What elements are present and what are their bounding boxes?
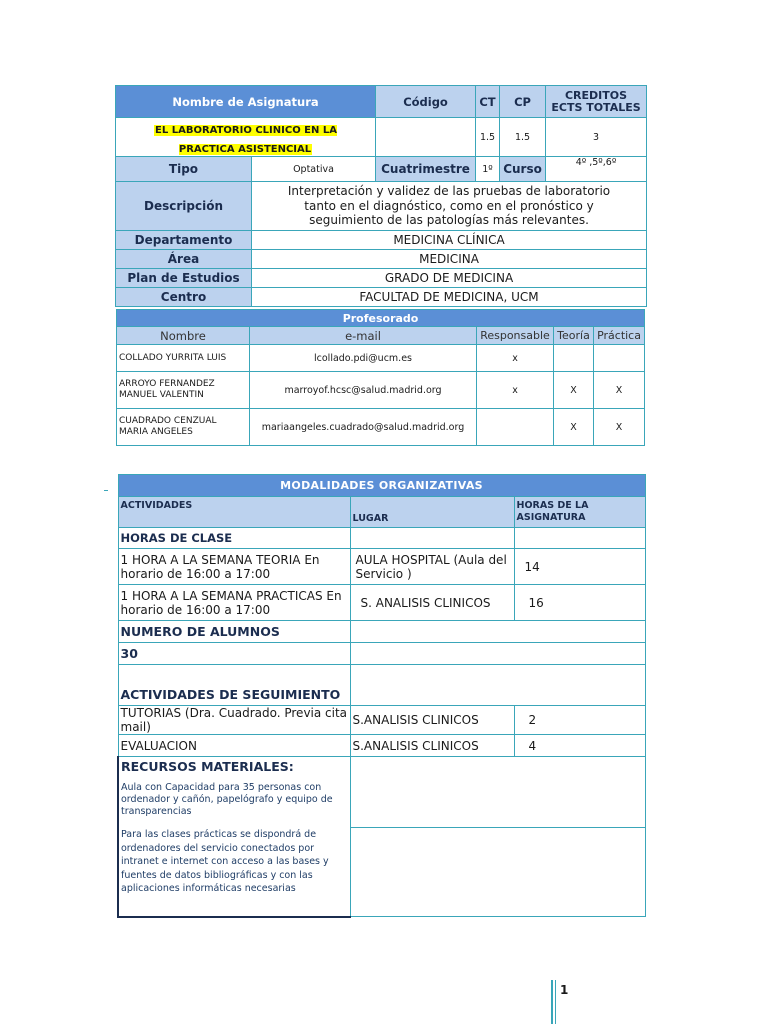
header-ct: CT <box>476 86 500 118</box>
curso-label: Curso <box>500 157 546 182</box>
profesor-email: marroyof.hcsc@salud.madrid.org <box>250 372 477 409</box>
profesor-responsable <box>477 409 554 446</box>
table-row <box>117 345 645 372</box>
table-row <box>117 372 645 409</box>
profesor-nombre: COLLADO YURRITA LUIS <box>117 345 250 372</box>
tutorias-horas: 2 <box>514 706 645 735</box>
evaluacion-lugar: S.ANALISIS CLINICOS <box>350 735 514 757</box>
num-alumnos-value-blank <box>350 643 645 665</box>
curso-value: 4º ,5º,6º <box>546 157 647 182</box>
horas-clase-horas <box>514 528 645 549</box>
header-creditos: CREDITOS ECTS TOTALES <box>546 86 647 118</box>
profesorado-table <box>116 309 645 446</box>
header-codigo: Código <box>376 86 476 118</box>
recursos-blank <box>350 757 645 917</box>
teoria-lugar: AULA HOSPITAL (Aula del Servicio ) <box>350 549 514 585</box>
profesor-email: mariaangeles.cuadrado@salud.madrid.org <box>250 409 477 446</box>
recursos-texto-1: Aula con Capacidad para 35 personas con ordenador y cañón, papelógrafo y equipo de transparencias <box>121 782 333 817</box>
col-horas: HORAS DE LA ASIGNATURA <box>514 497 645 528</box>
cp-value: 1.5 <box>500 118 546 157</box>
col-nombre: Nombre <box>117 327 250 345</box>
recursos-inner-line <box>351 757 645 828</box>
horas-clase-lugar <box>350 528 514 549</box>
col-practica: Práctica <box>594 327 645 345</box>
centro-label: Centro <box>116 288 252 307</box>
asignatura-nombre: EL LABORATORIO CLINICO EN LA PRACTICA ASISTENCIAL <box>155 125 337 155</box>
horas-clase-label: HORAS DE CLASE <box>118 528 350 549</box>
codigo-value <box>376 118 476 157</box>
practicas-lugar: S. ANALISIS CLINICOS <box>350 585 514 621</box>
plan-label: Plan de Estudios <box>116 269 252 288</box>
col-email: e-mail <box>250 327 477 345</box>
tipo-label: Tipo <box>116 157 252 182</box>
creditos-value: 3 <box>546 118 647 157</box>
seguimiento-blank <box>350 665 645 706</box>
profesor-nombre: ARROYO FERNANDEZ MANUEL VALENTIN <box>117 372 250 409</box>
profesor-teoria: X <box>554 372 594 409</box>
profesor-practica <box>594 345 645 372</box>
descripcion-label: Descripción <box>116 182 252 231</box>
departamento-label: Departamento <box>116 231 252 250</box>
profesor-practica: X <box>594 372 645 409</box>
area-value: MEDICINA <box>252 250 647 269</box>
header-cp: CP <box>500 86 546 118</box>
modalidades-title: MODALIDADES ORGANIZATIVAS <box>118 475 645 497</box>
evaluacion-horas: 4 <box>514 735 645 757</box>
page-number: 1 <box>560 983 569 997</box>
profesor-practica: X <box>594 409 645 446</box>
profesor-teoria <box>554 345 594 372</box>
area-label: Área <box>116 250 252 269</box>
asignatura-table <box>115 85 647 307</box>
profesor-nombre: CUADRADO CENZUAL MARIA ANGELES <box>117 409 250 446</box>
tutorias-lugar: S.ANALISIS CLINICOS <box>350 706 514 735</box>
cuatrimestre-value: 1º <box>476 157 500 182</box>
profesor-teoria: X <box>554 409 594 446</box>
centro-value: FACULTAD DE MEDICINA, UCM <box>252 288 647 307</box>
num-alumnos-label: NUMERO DE ALUMNOS <box>118 621 350 643</box>
footer-bar-thin <box>555 980 556 1024</box>
profesor-email: lcollado.pdi@ucm.es <box>250 345 477 372</box>
table-row <box>117 409 645 446</box>
descripcion-value: Interpretación y validez de las pruebas de laboratorio tanto en el diagnóstico, como en el pronóstico y seguimiento de las patologías más relevantes. <box>252 182 647 231</box>
tipo-value: Optativa <box>252 157 376 182</box>
teoria-horas: 14 <box>514 549 645 585</box>
num-alumnos-value: 30 <box>118 643 350 665</box>
modalidades-table <box>117 474 646 918</box>
departamento-value: MEDICINA CLÍNICA <box>252 231 647 250</box>
num-alumnos-blank <box>350 621 645 643</box>
plan-value: GRADO DE MEDICINA <box>252 269 647 288</box>
col-lugar: LUGAR <box>350 497 514 528</box>
profesor-responsable: x <box>477 372 554 409</box>
col-actividades: ACTIVIDADES <box>118 497 350 528</box>
teoria-actividad: 1 HORA A LA SEMANA TEORIA En horario de 16:00 a 17:00 <box>118 549 350 585</box>
divider-mark <box>104 490 108 491</box>
header-nombre-asignatura: Nombre de Asignatura <box>116 86 376 118</box>
cuatrimestre-label: Cuatrimestre <box>376 157 476 182</box>
col-responsable: Responsable <box>477 327 554 345</box>
recursos-texto-2: Para las clases prácticas se dispondrá de ordenadores del servicio conectados por intranet e internet con acceso a las bases y fuentes de datos bibliográficas y con las aplicaciones informáticas necesarias <box>121 829 329 894</box>
recursos-cell <box>118 757 350 917</box>
col-teoria: Teoría <box>554 327 594 345</box>
footer-bar <box>551 980 553 1024</box>
profesorado-title: Profesorado <box>117 310 645 327</box>
practicas-actividad: 1 HORA A LA SEMANA PRACTICAS En horario de 16:00 a 17:00 <box>118 585 350 621</box>
evaluacion-actividad: EVALUACION <box>118 735 350 757</box>
tutorias-actividad: TUTORIAS (Dra. Cuadrado. Previa cita mail) <box>118 706 350 735</box>
practicas-horas: 16 <box>514 585 645 621</box>
profesor-responsable: x <box>477 345 554 372</box>
ct-value: 1.5 <box>476 118 500 157</box>
seguimiento-label: ACTIVIDADES DE SEGUIMIENTO <box>118 665 350 706</box>
asignatura-nombre-cell <box>116 118 376 157</box>
recursos-label: RECURSOS MATERIALES: <box>121 759 294 774</box>
